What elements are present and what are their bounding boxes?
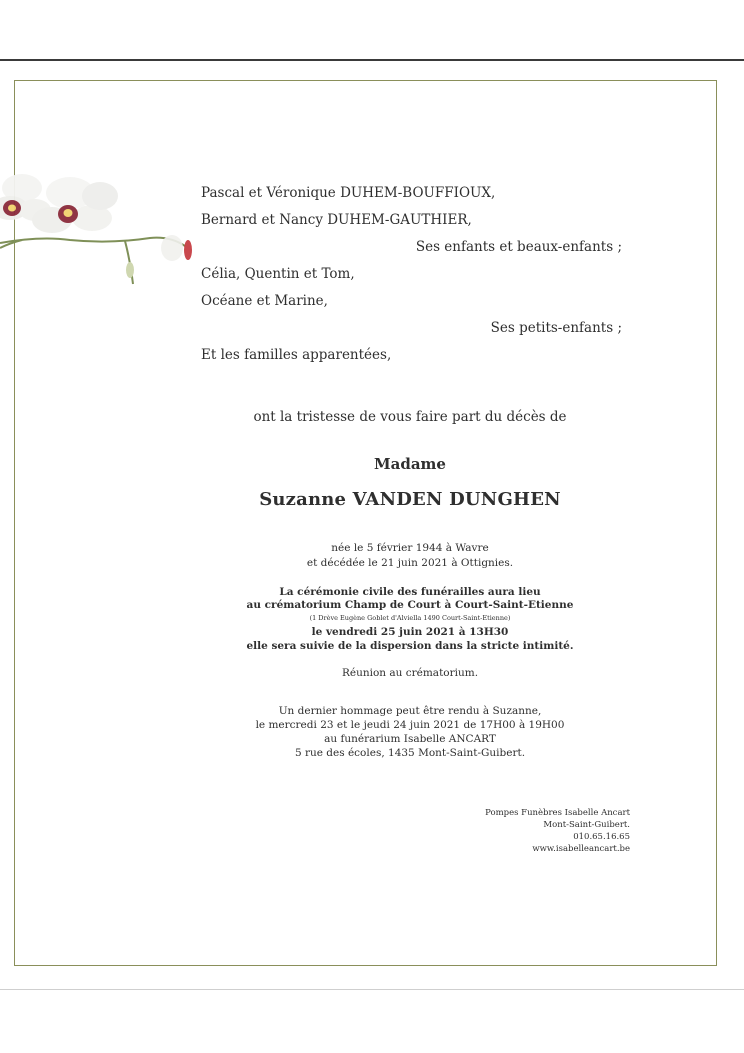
announcement-text: ont la tristesse de vous faire part du décès de — [253, 409, 567, 425]
funeral-home-phone: 010.65.16.65 — [573, 832, 630, 842]
bottom-rule — [0, 989, 744, 990]
family-line-4: Océane et Marine, — [201, 293, 328, 309]
ceremony-address: (1 Drève Eugène Goblet d'Alviella 1490 Court-Saint-Etienne) — [309, 614, 511, 622]
homage-line-1: Un dernier hommage peut être rendu à Suzanne, — [278, 705, 542, 717]
funeral-home-city: Mont-Saint-Guibert. — [543, 820, 630, 830]
ceremony-line-1: La cérémonie civile des funérailles aura lieu — [279, 586, 541, 598]
ceremony-date: le vendredi 25 juin 2021 à 13H30 — [311, 626, 509, 638]
ceremony-line-2: au crématorium Champ de Court à Court-Saint-Etienne — [246, 599, 574, 611]
homage-line-3: au funérarium Isabelle ANCART — [324, 733, 496, 745]
homage-line-4: 5 rue des écoles, 1435 Mont-Saint-Guibert. — [294, 747, 526, 759]
deceased-title: Madame — [374, 455, 446, 473]
top-rule — [0, 59, 744, 61]
orchid-illustration — [0, 148, 200, 298]
family-role-grandchildren: Ses petits-enfants ; — [490, 320, 622, 336]
family-line-2: Bernard et Nancy DUHEM-GAUTHIER, — [201, 212, 472, 228]
family-line-1: Pascal et Véronique DUHEM-BOUFFIOUX, — [201, 185, 496, 201]
funeral-home-name: Pompes Funèbres Isabelle Ancart — [485, 808, 630, 818]
deceased-name: Suzanne VANDEN DUNGHEN — [259, 489, 561, 510]
funeral-home-website: www.isabelleancart.be — [532, 844, 630, 854]
family-line-5: Et les familles apparentées, — [201, 347, 392, 363]
birth-info: née le 5 février 1944 à Wavre — [331, 542, 489, 554]
family-role-children: Ses enfants et beaux-enfants ; — [415, 239, 622, 255]
family-line-3: Célia, Quentin et Tom, — [201, 266, 355, 282]
homage-line-2: le mercredi 23 et le jeudi 24 juin 2021 de 17H00 à 19H00 — [255, 719, 565, 731]
reunion-text: Réunion au crématorium. — [341, 667, 479, 679]
death-info: et décédée le 21 juin 2021 à Ottignies. — [306, 557, 514, 569]
ceremony-dispersion: elle sera suivie de la dispersion dans la stricte intimité. — [246, 640, 574, 652]
